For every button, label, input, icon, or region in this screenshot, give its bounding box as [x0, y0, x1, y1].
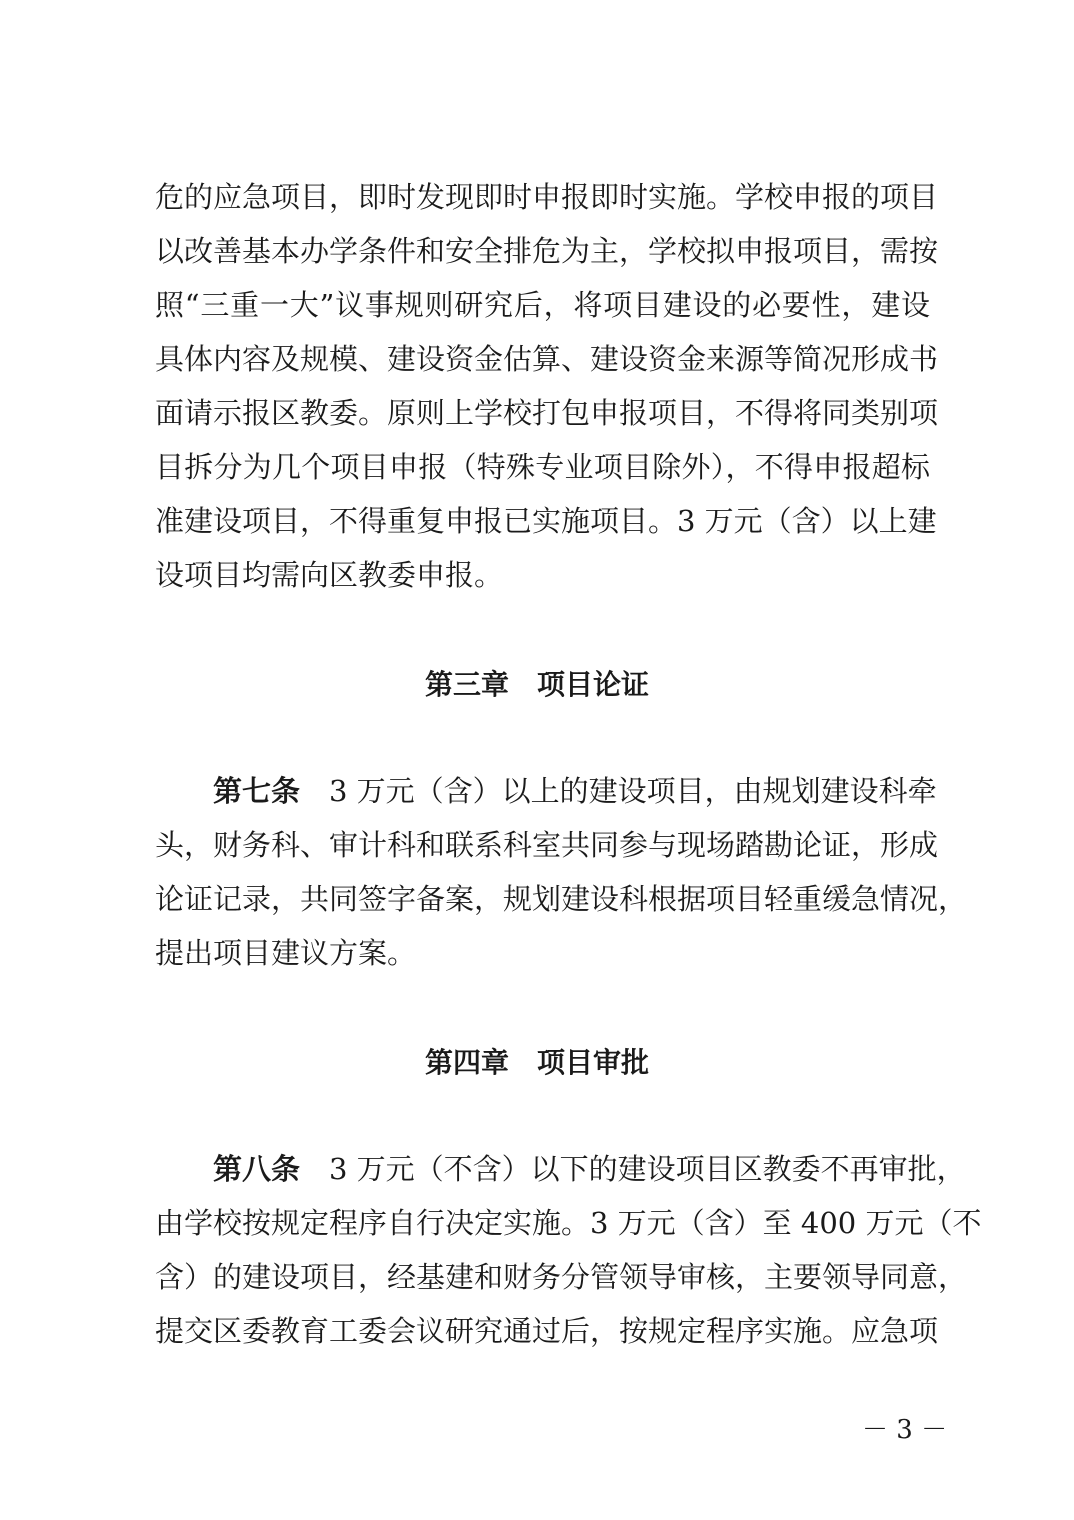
paragraph-line: 头，财务科、审计科和联系科室共同参与现场踏勘论证，形成 [155, 828, 939, 862]
paragraph-line: 提出项目建议方案。 [155, 936, 417, 970]
article-label: 第七条 [213, 774, 301, 808]
paragraph-line: 具体内容及规模、建设资金估算、建设资金来源等简况形成书 [155, 342, 939, 376]
paragraph-line: 目拆分为几个项目申报（特殊专业项目除外），不得申报超标 [155, 450, 930, 484]
paragraph-line: 以改善基本办学条件和安全排危为主，学校拟申报项目，需按 [155, 234, 939, 268]
article-label: 第八条 [213, 1152, 301, 1186]
chapter-heading: 第四章 项目审批 [424, 1046, 649, 1079]
paragraph-line: 设项目均需向区教委申报。 [155, 558, 504, 592]
article-first-line [213, 1149, 966, 1189]
article-text: 3 万元（含）以上的建设项目，由规划建设科牵 [300, 774, 937, 808]
paragraph-line: 论证记录，共同签字备案，规划建设科根据项目轻重缓急情况， [155, 882, 968, 916]
paragraph-line: 照“三重一大”议事规则研究后，将项目建设的必要性，建设 [155, 288, 930, 322]
paragraph-line: 提交区委教育工委会议研究通过后，按规定程序实施。应急项 [155, 1314, 939, 1348]
paragraph-line: 面请示报区教委。原则上学校打包申报项目，不得将同类别项 [155, 396, 939, 430]
paragraph-line: 含）的建设项目，经基建和财务分管领导审核，主要领导同意， [155, 1260, 968, 1294]
article-first-line [213, 771, 937, 811]
paragraph-line: 准建设项目，不得重复申报已实施项目。3 万元（含）以上建 [155, 504, 937, 538]
page-number: － 3 － [862, 1415, 948, 1445]
paragraph-line: 由学校按规定程序自行决定实施。3 万元（含）至 400 万元（不 [155, 1206, 982, 1240]
paragraph-line: 危的应急项目，即时发现即时申报即时实施。学校申报的项目 [155, 180, 939, 214]
article-text: 3 万元（不含）以下的建设项目区教委不再审批， [300, 1152, 966, 1186]
chapter-heading: 第三章 项目论证 [424, 668, 649, 701]
